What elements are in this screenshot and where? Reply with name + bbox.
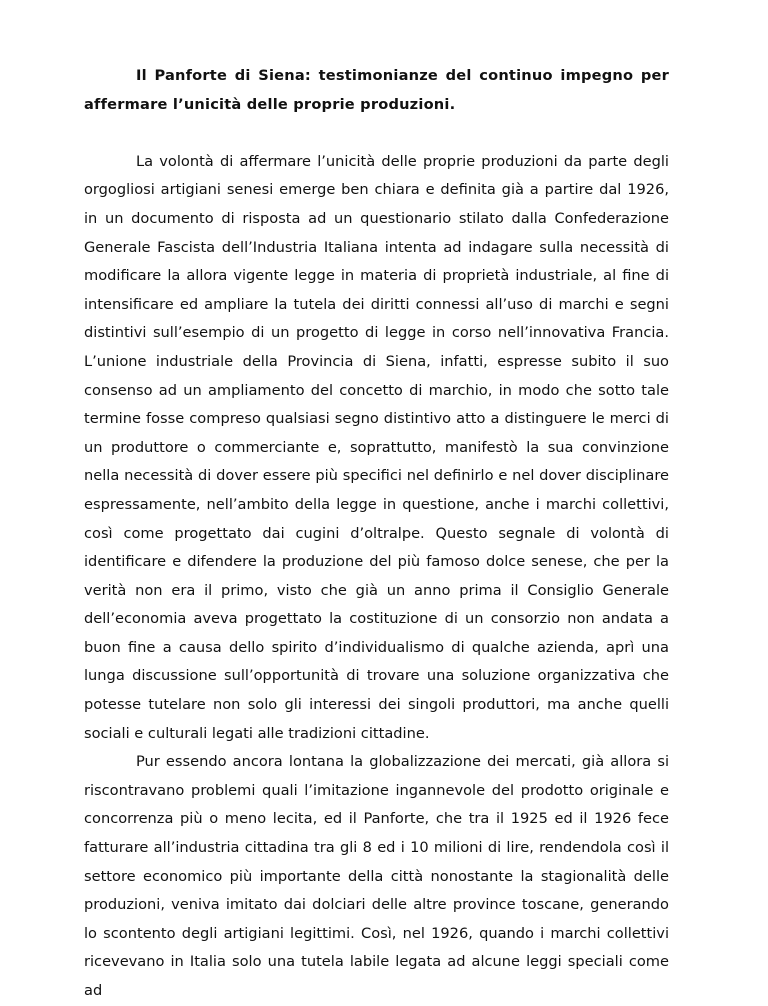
paragraph-1: La volontà di affermare l’unicità delle proprie produzioni da parte degli orgogliosi artigiani senesi emerge ben chiara e definita già a partire dal 1926, in un documento di risposta ad un questionario stilato dalla Confederazione Generale Fascista dell’Industria Italiana intenta ad indagare sulla necessità di modificare la allora vigente legge in materia di proprietà industriale, al fine di intensificare ed ampliare la tutela dei diritti connessi all’uso di marchi e segni distintivi sull’esempio di un progetto di legge in corso nell’innovativa Francia. L’unione industriale della Provincia di Siena, infatti, espresse subito il suo consenso ad un ampliamento del concetto di marchio, in modo che sotto tale termine fosse compreso qualsiasi segno distintivo atto a distinguere le merci di un produttore o commerciante e, soprattutto, manifestò la sua convinzione nella necessità di dover essere più specifici nel definirlo e nel dover disciplinare espressamente, nell’ambito della legge in questione, anche i marchi collettivi, così come progettato dai cugini d’oltralpe. Questo segnale di volontà di identificare e difendere la produzione del più famoso dolce senese, che per la verità non era il primo, visto che già un anno prima il Consiglio Generale dell’economia aveva progettato la costituzione di un consorzio non andata a buon fine a causa dello spirito d’individualismo di qualche azienda, aprì una lunga discussione sull’opportunità di trovare una soluzione organizzativa che potesse tutelare non solo gli interessi dei singoli produttori, ma anche quelli sociali e culturali legati alle tradizioni cittadine.	[84, 152, 669, 742]
paragraph-2: Pur essendo ancora lontana la globalizzazione dei mercati, già allora si riscontravano problemi quali l’imitazione ingannevole del prodotto originale e concorrenza più o meno lecita, ed il Panforte, che tra il 1925 ed il 1926 fece fatturare all’industria cittadina tra gli 8 ed i 10 milioni di lire, rendendola così il settore economico più importante della città nonostante la stagionalità delle produzioni, veniva imitato dai dolciari delle altre province toscane, generando lo scontento degli artigiani legittimi. Così, nel 1926, quando i marchi collettivi ricevevano in Italia solo una tutela labile legata ad alcune leggi speciali come ad	[84, 753, 669, 999]
document-title: Il Panforte di Siena: testimonianze del continuo impegno per affermare l’unicità delle proprie produzioni.	[84, 67, 669, 113]
document-body	[84, 62, 669, 1006]
